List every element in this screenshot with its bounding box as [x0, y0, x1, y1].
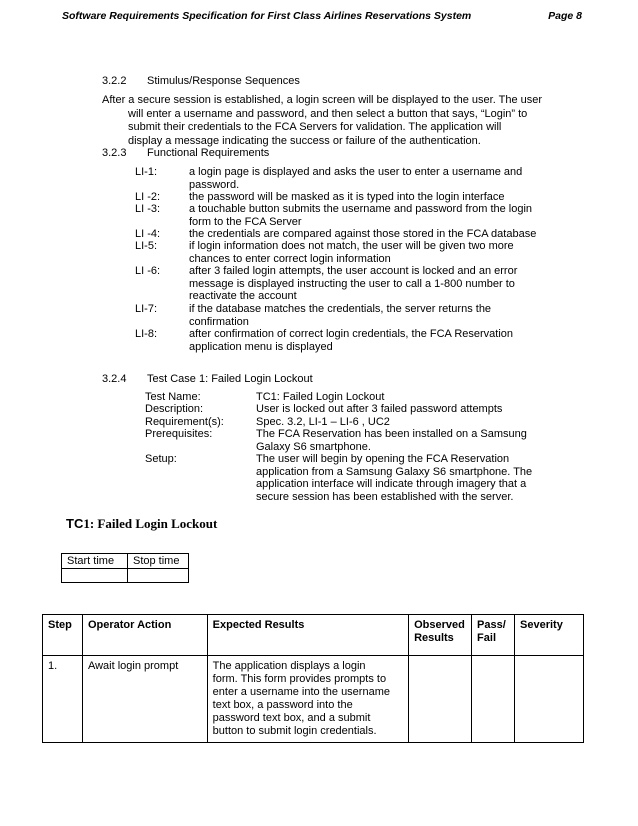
header-observed-results — [409, 615, 472, 656]
requirement-text — [189, 328, 559, 353]
result-line: form. This form provides prompts to — [212, 673, 387, 685]
section-3-2-2-paragraph — [102, 94, 582, 148]
header-operator-action: Operator Action — [82, 615, 207, 656]
step-number: 1. — [43, 656, 83, 743]
requirement-id: LI-8: — [135, 328, 158, 340]
requirement-line: if login information does not match, the user will be given two more — [189, 240, 514, 252]
section-3-2-2-heading — [102, 75, 582, 89]
header-step: Step — [43, 615, 83, 656]
requirement-text — [189, 303, 559, 328]
requirement-id: LI-5: — [135, 240, 158, 252]
field-value — [256, 391, 546, 404]
field-value — [256, 428, 546, 453]
requirement-line: reactivate the account — [189, 290, 297, 302]
result-line: password text box, and a submit — [212, 712, 371, 724]
field-line: secure session has been established with the server. — [256, 490, 514, 503]
test-case-heading — [66, 516, 217, 532]
result-line: text box, a password into the — [212, 699, 353, 711]
header-line: Fail — [477, 632, 496, 644]
requirement-id: LI-1: — [135, 166, 158, 178]
section-title: Stimulus/Response Sequences — [147, 75, 300, 87]
requirement-line: confirmation — [189, 315, 249, 328]
requirement-line: the password will be masked as it is typed into the login interface — [189, 191, 505, 203]
requirement-line: after confirmation of correct login credentials, the FCA Reservation — [189, 328, 514, 340]
requirement-line: password. — [189, 178, 240, 191]
field-line: The FCA Reservation has been installed on a Samsung — [256, 428, 527, 440]
header-expected-results: Expected Results — [207, 615, 408, 656]
requirement-line: message is displayed instructing the user to call a 1-800 number to — [189, 277, 515, 290]
requirement-id: LI -2: — [135, 191, 161, 203]
field-label: Requirement(s): — [145, 416, 224, 428]
test-steps-table — [42, 614, 584, 743]
section-title: Test Case 1: Failed Login Lockout — [147, 373, 313, 385]
requirement-line: after 3 failed login attempts, the user account is locked and an error — [189, 265, 518, 277]
requirement-text — [189, 203, 559, 228]
requirement-line: a login page is displayed and asks the user to enter a username and — [189, 166, 523, 178]
requirement-id: LI -6: — [135, 265, 161, 277]
field-line: Galaxy S6 smartphone. — [256, 440, 371, 453]
requirement-line: if the database matches the credentials, the server returns the — [189, 303, 492, 315]
result-line: The application displays a login — [212, 660, 366, 672]
field-value — [256, 453, 546, 503]
requirement-line: the credentials are compared against those stored in the FCA database — [189, 228, 537, 240]
field-line: User is locked out after 3 failed password attempts — [256, 403, 503, 415]
requirement-text — [189, 265, 559, 303]
section-3-2-4-heading — [102, 373, 582, 387]
field-label: Prerequisites: — [145, 428, 213, 440]
start-time-header: Start time — [62, 554, 128, 569]
tc-title: 1: Failed Login Lockout — [83, 516, 218, 531]
field-line: Spec. 3.2, LI-1 – LI-6 , UC2 — [256, 416, 390, 428]
paragraph-line: display a message indicating the success or failure of the authentication. — [128, 134, 481, 147]
field-line: TC1: Failed Login Lockout — [256, 391, 385, 403]
field-label: Test Name: — [145, 391, 201, 403]
result-line: enter a username into the username — [212, 686, 390, 698]
operator-action: Await login prompt — [82, 656, 207, 743]
observed-results-cell[interactable] — [409, 656, 472, 743]
field-value — [256, 416, 546, 429]
stop-time-header: Stop time — [128, 554, 189, 569]
header-pass-fail — [472, 615, 515, 656]
section-number: 3.2.2 — [102, 75, 127, 87]
requirement-text — [189, 240, 559, 265]
page-number: Page 8 — [548, 10, 582, 22]
requirement-text — [189, 228, 559, 241]
paragraph-line: submit their credentials to the FCA Servers for validation. The application will — [128, 121, 502, 133]
field-line: The user will begin by opening the FCA Reservation — [256, 453, 510, 465]
requirement-text — [189, 191, 559, 204]
pass-fail-cell[interactable] — [472, 656, 515, 743]
requirement-line: application menu is displayed — [189, 340, 333, 353]
header-line: Results — [414, 632, 454, 644]
field-label: Description: — [145, 403, 204, 415]
section-3-2-3-heading — [102, 147, 582, 161]
table-row — [43, 656, 584, 743]
header-line: Observed — [414, 619, 465, 631]
severity-cell[interactable] — [515, 656, 584, 743]
field-value — [256, 403, 546, 416]
header-severity: Severity — [515, 615, 584, 656]
paragraph-line: After a secure session is established, a login screen will be displayed to the user. The user — [102, 94, 543, 106]
field-label: Setup: — [145, 453, 177, 465]
time-table — [61, 553, 189, 583]
requirement-text — [189, 166, 559, 191]
tc-prefix: TC — [66, 516, 84, 531]
field-line: application interface will indicate through imagery that a — [256, 478, 527, 490]
field-line: application from a Samsung Galaxy S6 smartphone. The — [256, 465, 533, 478]
expected-results — [207, 656, 408, 743]
section-number: 3.2.4 — [102, 373, 127, 385]
result-line: button to submit login credentials. — [212, 725, 377, 737]
requirement-id: LI -4: — [135, 228, 161, 240]
requirement-line: form to the FCA Server — [189, 215, 302, 228]
requirement-line: chances to enter correct login information — [189, 252, 391, 265]
stop-time-cell[interactable] — [128, 569, 189, 583]
section-title: Functional Requirements — [147, 147, 270, 159]
start-time-cell[interactable] — [62, 569, 128, 583]
document-title: Software Requirements Specification for First Class Airlines Reservations System — [62, 10, 472, 22]
requirement-id: LI-7: — [135, 303, 158, 315]
paragraph-line: will enter a username and password, and then select a button that says, “Login” to — [128, 107, 528, 120]
header-line: Pass/ — [477, 619, 506, 631]
requirement-line: a touchable button submits the username and password from the login — [189, 203, 533, 215]
requirement-id: LI -3: — [135, 203, 161, 215]
page-header — [62, 10, 582, 22]
section-number: 3.2.3 — [102, 147, 127, 159]
